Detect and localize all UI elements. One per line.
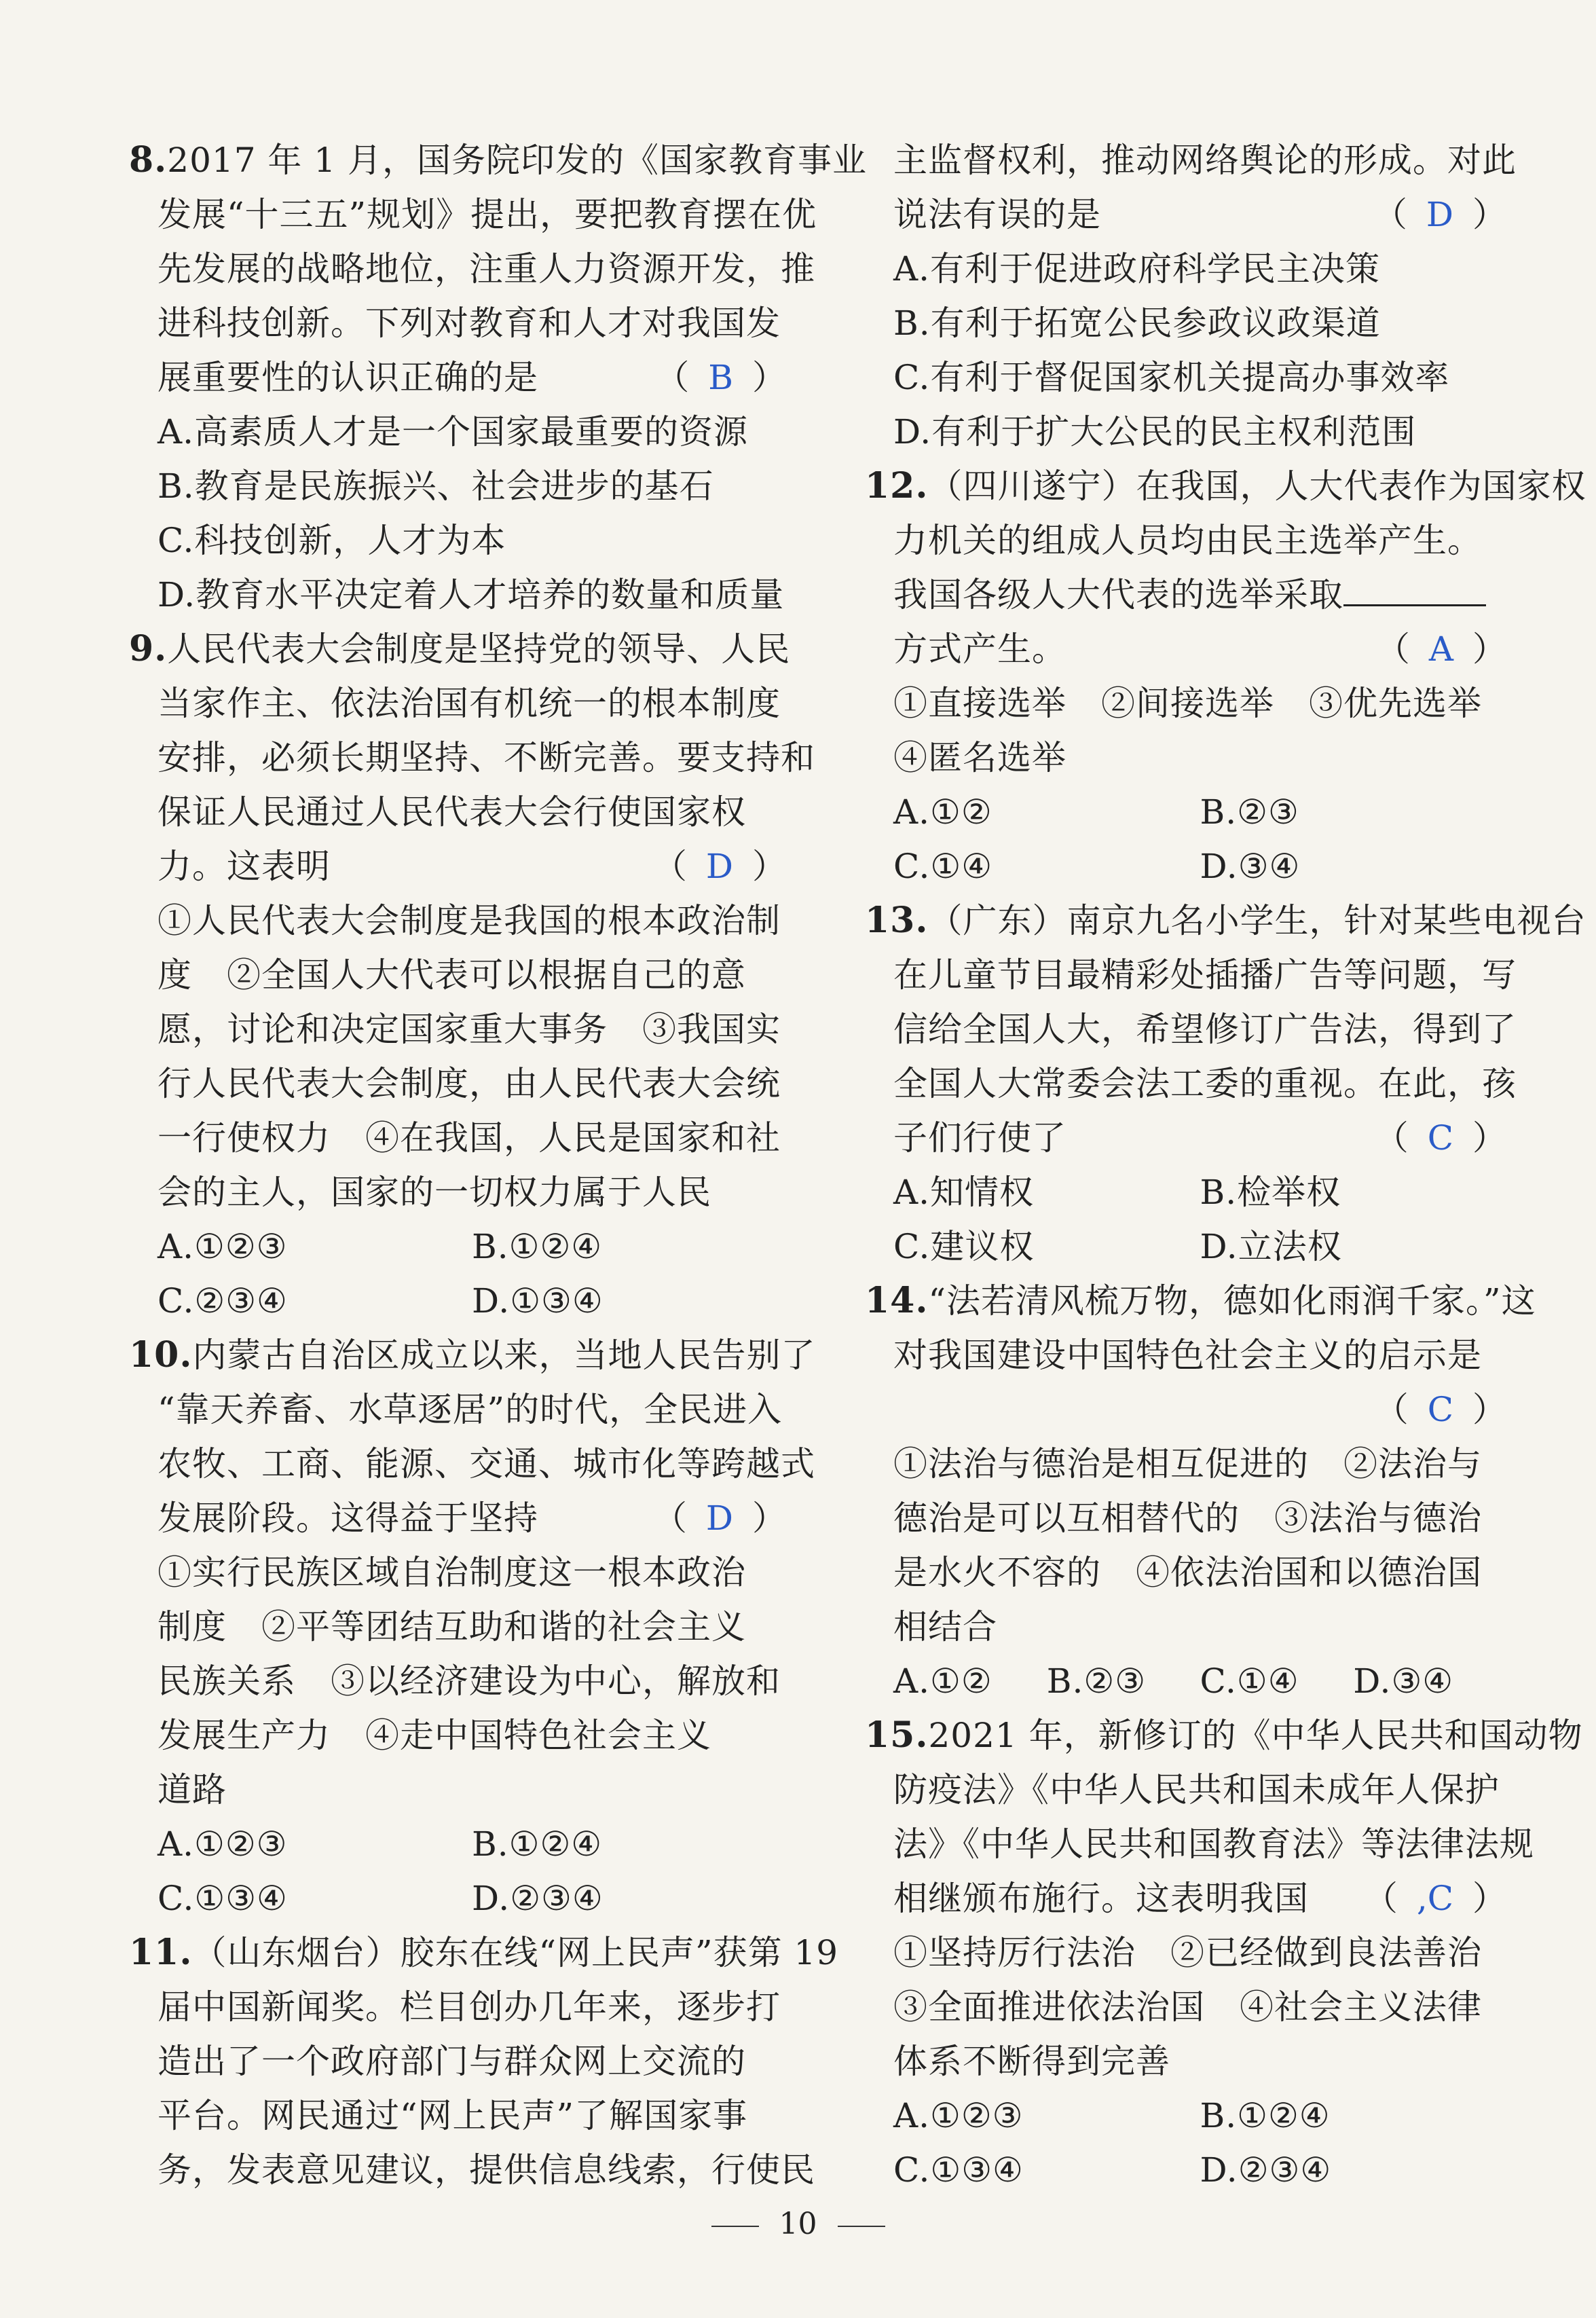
question-stem-line: 务，发表意见建议，提供信息线索，行使民 xyxy=(157,2150,815,2190)
options-row xyxy=(129,1274,786,1328)
question-stem-line: “靠天养畜、水草逐居”的时代，全民进入 xyxy=(157,1390,783,1429)
answer-mark: ,C xyxy=(1416,1879,1453,1918)
answer-mark: C xyxy=(1427,1118,1453,1158)
option-a: A.有利于促进政府科学民主决策 xyxy=(893,249,1381,289)
page-number-dash xyxy=(711,2226,759,2227)
page-number: 10 xyxy=(0,2207,1596,2241)
option-b: B.①②④ xyxy=(472,1824,603,1864)
answer-blank: （ A ） xyxy=(1375,629,1506,669)
answer-blank: （ C ） xyxy=(1374,1390,1506,1429)
question-11-continued xyxy=(893,133,1517,459)
answer-mark: A xyxy=(1428,629,1453,669)
question-10 xyxy=(129,1328,816,1926)
question-stem-line: 方式产生。 （ A ） xyxy=(893,622,1506,676)
question-stem-line: 相继颁布施行。这表明我国 （ ,C ） xyxy=(893,1871,1506,1926)
question-stem-line: 届中国新闻奖。栏目创办几年来，逐步打 xyxy=(157,1987,781,2027)
answer-blank: （ D ） xyxy=(1373,195,1506,234)
question-stem-line: 力。这表明 （ D ） xyxy=(129,839,786,894)
statement-line: ③全面推进依法治国 ④社会主义法律 xyxy=(893,1987,1482,2027)
option-b: B.检举权 xyxy=(1200,1173,1341,1212)
question-stem-line: 发展阶段。这得益于坚持 （ D ） xyxy=(129,1491,786,1545)
answer-blank: （ D ） xyxy=(652,1498,786,1538)
option-d: D.有利于扩大公民的民主权利范围 xyxy=(893,412,1417,452)
question-stem-line: 先发展的战略地位，注重人力资源开发，推 xyxy=(157,249,815,289)
answer-mark: C xyxy=(1427,1390,1453,1429)
question-stem-line: 说法有误的是 （ D ） xyxy=(893,187,1506,242)
question-14 xyxy=(865,1274,1536,1708)
question-stem-line: 法》《中华人民共和国教育法》等法律法规 xyxy=(893,1824,1534,1864)
option-b: B.教育是民族振兴、社会进步的基石 xyxy=(157,466,714,506)
statement-line: 制度 ②平等团结互助和谐的社会主义 xyxy=(157,1607,746,1646)
question-stem-line: 保证人民通过人民代表大会行使国家权 xyxy=(157,792,746,832)
option-a: A.①② xyxy=(893,1661,992,1701)
statement-line: 一行使权力 ④在我国，人民是国家和社 xyxy=(157,1118,781,1158)
statement-line: ④匿名选举 xyxy=(893,738,1066,777)
option-a: A.①②③ xyxy=(893,2096,1024,2135)
question-8 xyxy=(129,133,868,622)
question-stem-line: 主监督权利，推动网络舆论的形成。对此 xyxy=(893,141,1517,180)
question-stem-line: 发展“十三五”规划》提出，要把教育摆在优 xyxy=(157,195,817,234)
question-11 xyxy=(129,1926,839,2197)
page-number-dash xyxy=(838,2226,885,2227)
answer-blank: （ B ） xyxy=(655,358,786,397)
statement-line: 愿，讨论和决定国家重大事务 ③我国实 xyxy=(157,1010,781,1049)
question-number: 12. xyxy=(865,465,929,507)
question-stem-line: 平台。网民通过“网上民声”了解国家事 xyxy=(157,2096,748,2135)
question-number: 10. xyxy=(129,1334,193,1376)
options-row xyxy=(893,2089,1506,2143)
options-row xyxy=(129,1219,786,1274)
statement-line: ①法治与德治是相互促进的 ②法治与 xyxy=(893,1444,1482,1484)
options-row xyxy=(893,1654,1506,1708)
question-stem-line: 力机关的组成人员均由民主选举产生。 xyxy=(893,521,1482,560)
question-stem-line: 12.（四川遂宁）在我国，人大代表作为国家权 xyxy=(865,465,1586,507)
question-stem-line: 防疫法》《中华人民共和国未成年人保护 xyxy=(893,1770,1500,1809)
option-c: C.建议权 xyxy=(893,1227,1035,1266)
statement-line: 民族关系 ③以经济建设为中心，解放和 xyxy=(157,1661,781,1701)
options-row xyxy=(893,785,1506,839)
option-d: D.②③④ xyxy=(472,1879,604,1918)
option-d: D.①③④ xyxy=(472,1281,604,1321)
option-d: D.③④ xyxy=(1200,847,1301,886)
question-number: 14. xyxy=(865,1280,929,1321)
option-a: A.①② xyxy=(893,792,992,832)
options-row xyxy=(893,839,1506,894)
option-c: C.①③④ xyxy=(893,2150,1024,2190)
option-a: A.知情权 xyxy=(893,1173,1035,1212)
option-c: C.科技创新，人才为本 xyxy=(157,521,506,560)
option-c: C.①④ xyxy=(1200,1661,1299,1701)
question-number: 15. xyxy=(865,1714,929,1756)
question-stem-line: 进科技创新。下列对教育和人才对我国发 xyxy=(157,303,781,343)
options-row xyxy=(129,1871,786,1926)
question-stem-line: 11.（山东烟台）胶东在线“网上民声”获第 19 xyxy=(129,1932,839,1973)
question-9 xyxy=(129,622,815,1328)
question-stem-line: 对我国建设中国特色社会主义的启示是 xyxy=(893,1336,1482,1375)
question-number: 8. xyxy=(129,139,168,181)
question-stem-line: 15.2021 年，新修订的《中华人民共和国动物 xyxy=(865,1714,1583,1756)
fill-blank xyxy=(1343,569,1486,606)
answer-line xyxy=(893,1382,1506,1437)
answer-mark: B xyxy=(708,358,733,397)
option-d: D.②③④ xyxy=(1200,2150,1332,2190)
option-b: B.有利于拓宽公民参政议政渠道 xyxy=(893,303,1381,343)
question-stem-line: 当家作主、依法治国有机统一的根本制度 xyxy=(157,684,781,723)
option-c: C.有利于督促国家机关提高办事效率 xyxy=(893,358,1450,397)
answer-mark: D xyxy=(1426,195,1453,234)
question-stem-line: 9.人民代表大会制度是坚持党的领导、人民 xyxy=(129,628,791,669)
option-b: B.②③ xyxy=(1046,1661,1147,1701)
options-row xyxy=(893,2143,1506,2197)
statement-line: 相结合 xyxy=(893,1607,997,1646)
option-d: D.③④ xyxy=(1353,1661,1454,1701)
question-stem-line: 我国各级人大代表的选举采取 xyxy=(893,568,1506,622)
option-c: C.②③④ xyxy=(157,1281,288,1321)
options-row xyxy=(893,1219,1506,1274)
question-stem-line: 安排，必须长期坚持、不断完善。要支持和 xyxy=(157,738,815,777)
option-a: A.①②③ xyxy=(157,1824,288,1864)
option-a: A.①②③ xyxy=(157,1227,288,1266)
option-d: D.立法权 xyxy=(1200,1227,1342,1266)
answer-mark: D xyxy=(705,1498,733,1538)
question-stem-line: 造出了一个政府部门与群众网上交流的 xyxy=(157,2042,746,2081)
statement-line: ①坚持厉行法治 ②已经做到良法善治 xyxy=(893,1933,1482,1972)
statement-line: ①直接选举 ②间接选举 ③优先选举 xyxy=(893,684,1482,723)
statement-line: 度 ②全国人大代表可以根据自己的意 xyxy=(157,955,746,995)
statement-line: 行人民代表大会制度，由人民代表大会统 xyxy=(157,1064,781,1103)
statement-line: 德治是可以互相替代的 ③法治与德治 xyxy=(893,1498,1482,1538)
statement-line: ①人民代表大会制度是我国的根本政治制 xyxy=(157,901,781,940)
answer-mark: D xyxy=(705,847,733,886)
option-c: C.①④ xyxy=(893,847,993,886)
question-number: 9. xyxy=(129,628,168,669)
question-stem-line: 农牧、工商、能源、交通、城市化等跨越式 xyxy=(157,1444,815,1484)
left-column xyxy=(129,133,868,2197)
statement-line: 发展生产力 ④走中国特色社会主义 xyxy=(157,1716,711,1755)
statement-line: 会的主人，国家的一切权力属于人民 xyxy=(157,1173,711,1212)
question-stem-line: 14.“法若清风梳万物，德如化雨润千家。”这 xyxy=(865,1280,1536,1321)
answer-blank: （ ,C ） xyxy=(1363,1879,1506,1918)
question-stem-line: 全国人大常委会法工委的重视。在此，孩 xyxy=(893,1064,1517,1103)
option-c: C.①③④ xyxy=(157,1879,288,1918)
answer-blank: （ C ） xyxy=(1374,1118,1506,1158)
statement-line: ①实行民族区域自治制度这一根本政治 xyxy=(157,1553,746,1592)
answer-blank: （ D ） xyxy=(652,847,786,886)
question-stem-line: 13.（广东）南京九名小学生，针对某些电视台 xyxy=(865,900,1586,941)
options-row xyxy=(129,1817,786,1871)
statement-line: 体系不断得到完善 xyxy=(893,2042,1170,2081)
option-d: D.教育水平决定着人才培养的数量和质量 xyxy=(157,575,785,614)
option-b: B.①②④ xyxy=(472,1227,603,1266)
question-15 xyxy=(865,1708,1583,2197)
options-row xyxy=(893,1165,1506,1219)
right-column xyxy=(865,133,1586,2197)
option-b: B.②③ xyxy=(1200,792,1299,832)
question-stem-line: 信给全国人大，希望修订广告法，得到了 xyxy=(893,1010,1517,1049)
option-b: B.①②④ xyxy=(1200,2096,1331,2135)
question-12 xyxy=(865,459,1586,894)
question-number: 11. xyxy=(129,1932,193,1973)
question-stem-line: 10.内蒙古自治区成立以来，当地人民告别了 xyxy=(129,1334,816,1376)
question-number: 13. xyxy=(865,900,929,941)
question-stem-line: 展重要性的认识正确的是 （ B ） xyxy=(129,350,786,405)
statement-line: 是水火不容的 ④依法治国和以德治国 xyxy=(893,1553,1482,1592)
question-stem-line: 8.2017 年 1 月，国务院印发的《国家教育事业 xyxy=(129,139,868,181)
option-a: A.高素质人才是一个国家最重要的资源 xyxy=(157,412,749,452)
question-13 xyxy=(865,894,1586,1274)
question-stem-line: 在儿童节目最精彩处插播广告等问题，写 xyxy=(893,955,1517,995)
question-stem-line: 子们行使了 （ C ） xyxy=(893,1111,1506,1165)
statement-line: 道路 xyxy=(157,1770,227,1809)
